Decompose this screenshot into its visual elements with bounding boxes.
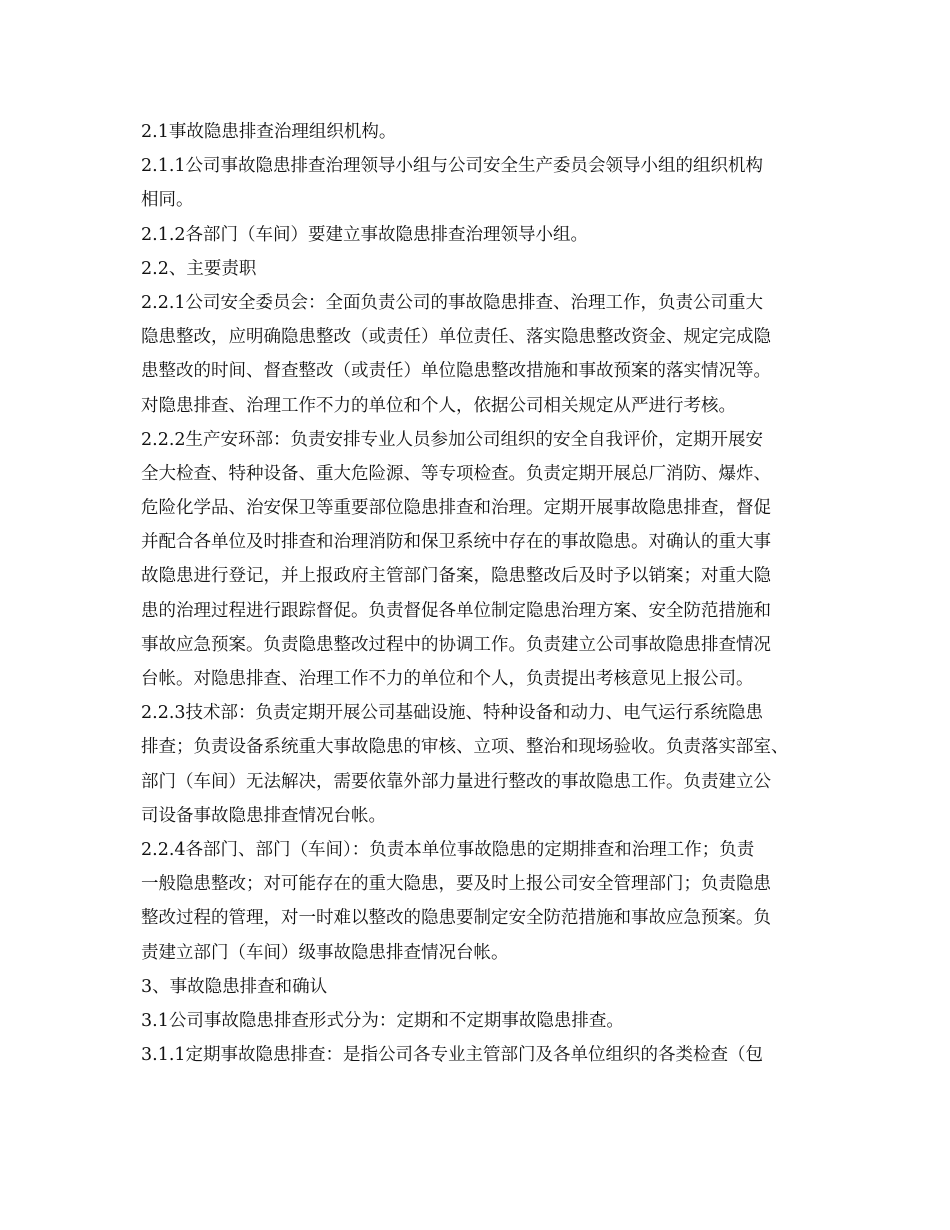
text-line: 2.1.1公司事故隐患排查治理领导小组与公司安全生产委员会领导小组的组织机构 (141, 156, 764, 177)
text-line: 全大检查、特种设备、重大危险源、等专项检查。负责定期开展总厂消防、爆炸、 (141, 463, 771, 484)
text-line: 患整改的时间、督查整改（或责任）单位隐患整改措施和事故预案的落实情况等。 (141, 361, 771, 382)
text-line: 责建立部门（车间）级事故隐患排查情况台帐。 (141, 942, 509, 963)
text-line: 2.1.2各部门（车间）要建立事故隐患排查治理领导小组。 (141, 224, 589, 245)
text-line: 故隐患进行登记，并上报政府主管部门备案，隐患整改后及时予以销案；对重大隐 (141, 566, 771, 587)
text-line: 司设备事故隐患排查情况台帐。 (141, 805, 386, 826)
text-line: 排查；负责设备系统重大事故隐患的审核、立项、整治和现场验收。负责落实部室、 (141, 737, 789, 758)
text-line: 台帐。对隐患排查、治理工作不力的单位和个人，负责提出考核意见上报公司。 (141, 669, 754, 689)
text-line: 3、事故隐患排查和确认 (141, 976, 328, 997)
document-body (141, 115, 813, 1072)
text-line: 并配合各单位及时排查和治理消防和保卫系统中存在的事故隐患。对确认的重大事 (141, 532, 771, 553)
text-line: 2.2.1公司安全委员会：全面负责公司的事故隐患排查、治理工作，负责公司重大 (141, 292, 764, 313)
text-line: 隐患整改，应明确隐患整改（或责任）单位责任、落实隐患整改资金、规定完成隐 (141, 327, 771, 348)
text-line: 3.1公司事故隐患排查形式分为：定期和不定期事故隐患排查。 (141, 1010, 624, 1031)
text-line: 患的治理过程进行跟踪督促。负责督促各单位制定隐患治理方案、安全防范措施和 (141, 600, 771, 621)
text-line: 2.2、主要责职 (141, 258, 257, 279)
text-line: 3.1.1定期事故隐患排查：是指公司各专业主管部门及各单位组织的各类检查（包 (141, 1045, 764, 1066)
text-line: 相同。 (141, 190, 194, 211)
text-line: 危险化学品、治安保卫等重要部位隐患排查和治理。定期开展事故隐患排查，督促 (141, 498, 771, 519)
text-line: 一般隐患整改；对可能存在的重大隐患，要及时上报公司安全管理部门；负责隐患 (141, 874, 771, 895)
text-line: 2.2.4各部门、部门（车间）：负责本单位事故隐患的定期排查和治理工作；负责 (141, 839, 755, 860)
text-line: 2.2.3技术部：负责定期开展公司基础设施、特种设备和动力、电气运行系统隐患 (141, 703, 764, 724)
text-line: 部门（车间）无法解决，需要依靠外部力量进行整改的事故隐患工作。负责建立公 (141, 771, 771, 792)
text-line: 事故应急预案。负责隐患整改过程中的协调工作。负责建立公司事故隐患排查情况 (141, 634, 771, 655)
text-line: 2.1事故隐患排查治理组织机构。 (141, 122, 397, 142)
text-line: 整改过程的管理，对一时难以整改的隐患要制定安全防范措施和事故应急预案。负 (141, 908, 771, 929)
text-line: 2.2.2生产安环部：负责安排专业人员参加公司组织的安全自我评价，定期开展安 (141, 429, 764, 450)
text-line: 对隐患排查、治理工作不力的单位和个人，依据公司相关规定从严进行考核。 (141, 395, 736, 416)
